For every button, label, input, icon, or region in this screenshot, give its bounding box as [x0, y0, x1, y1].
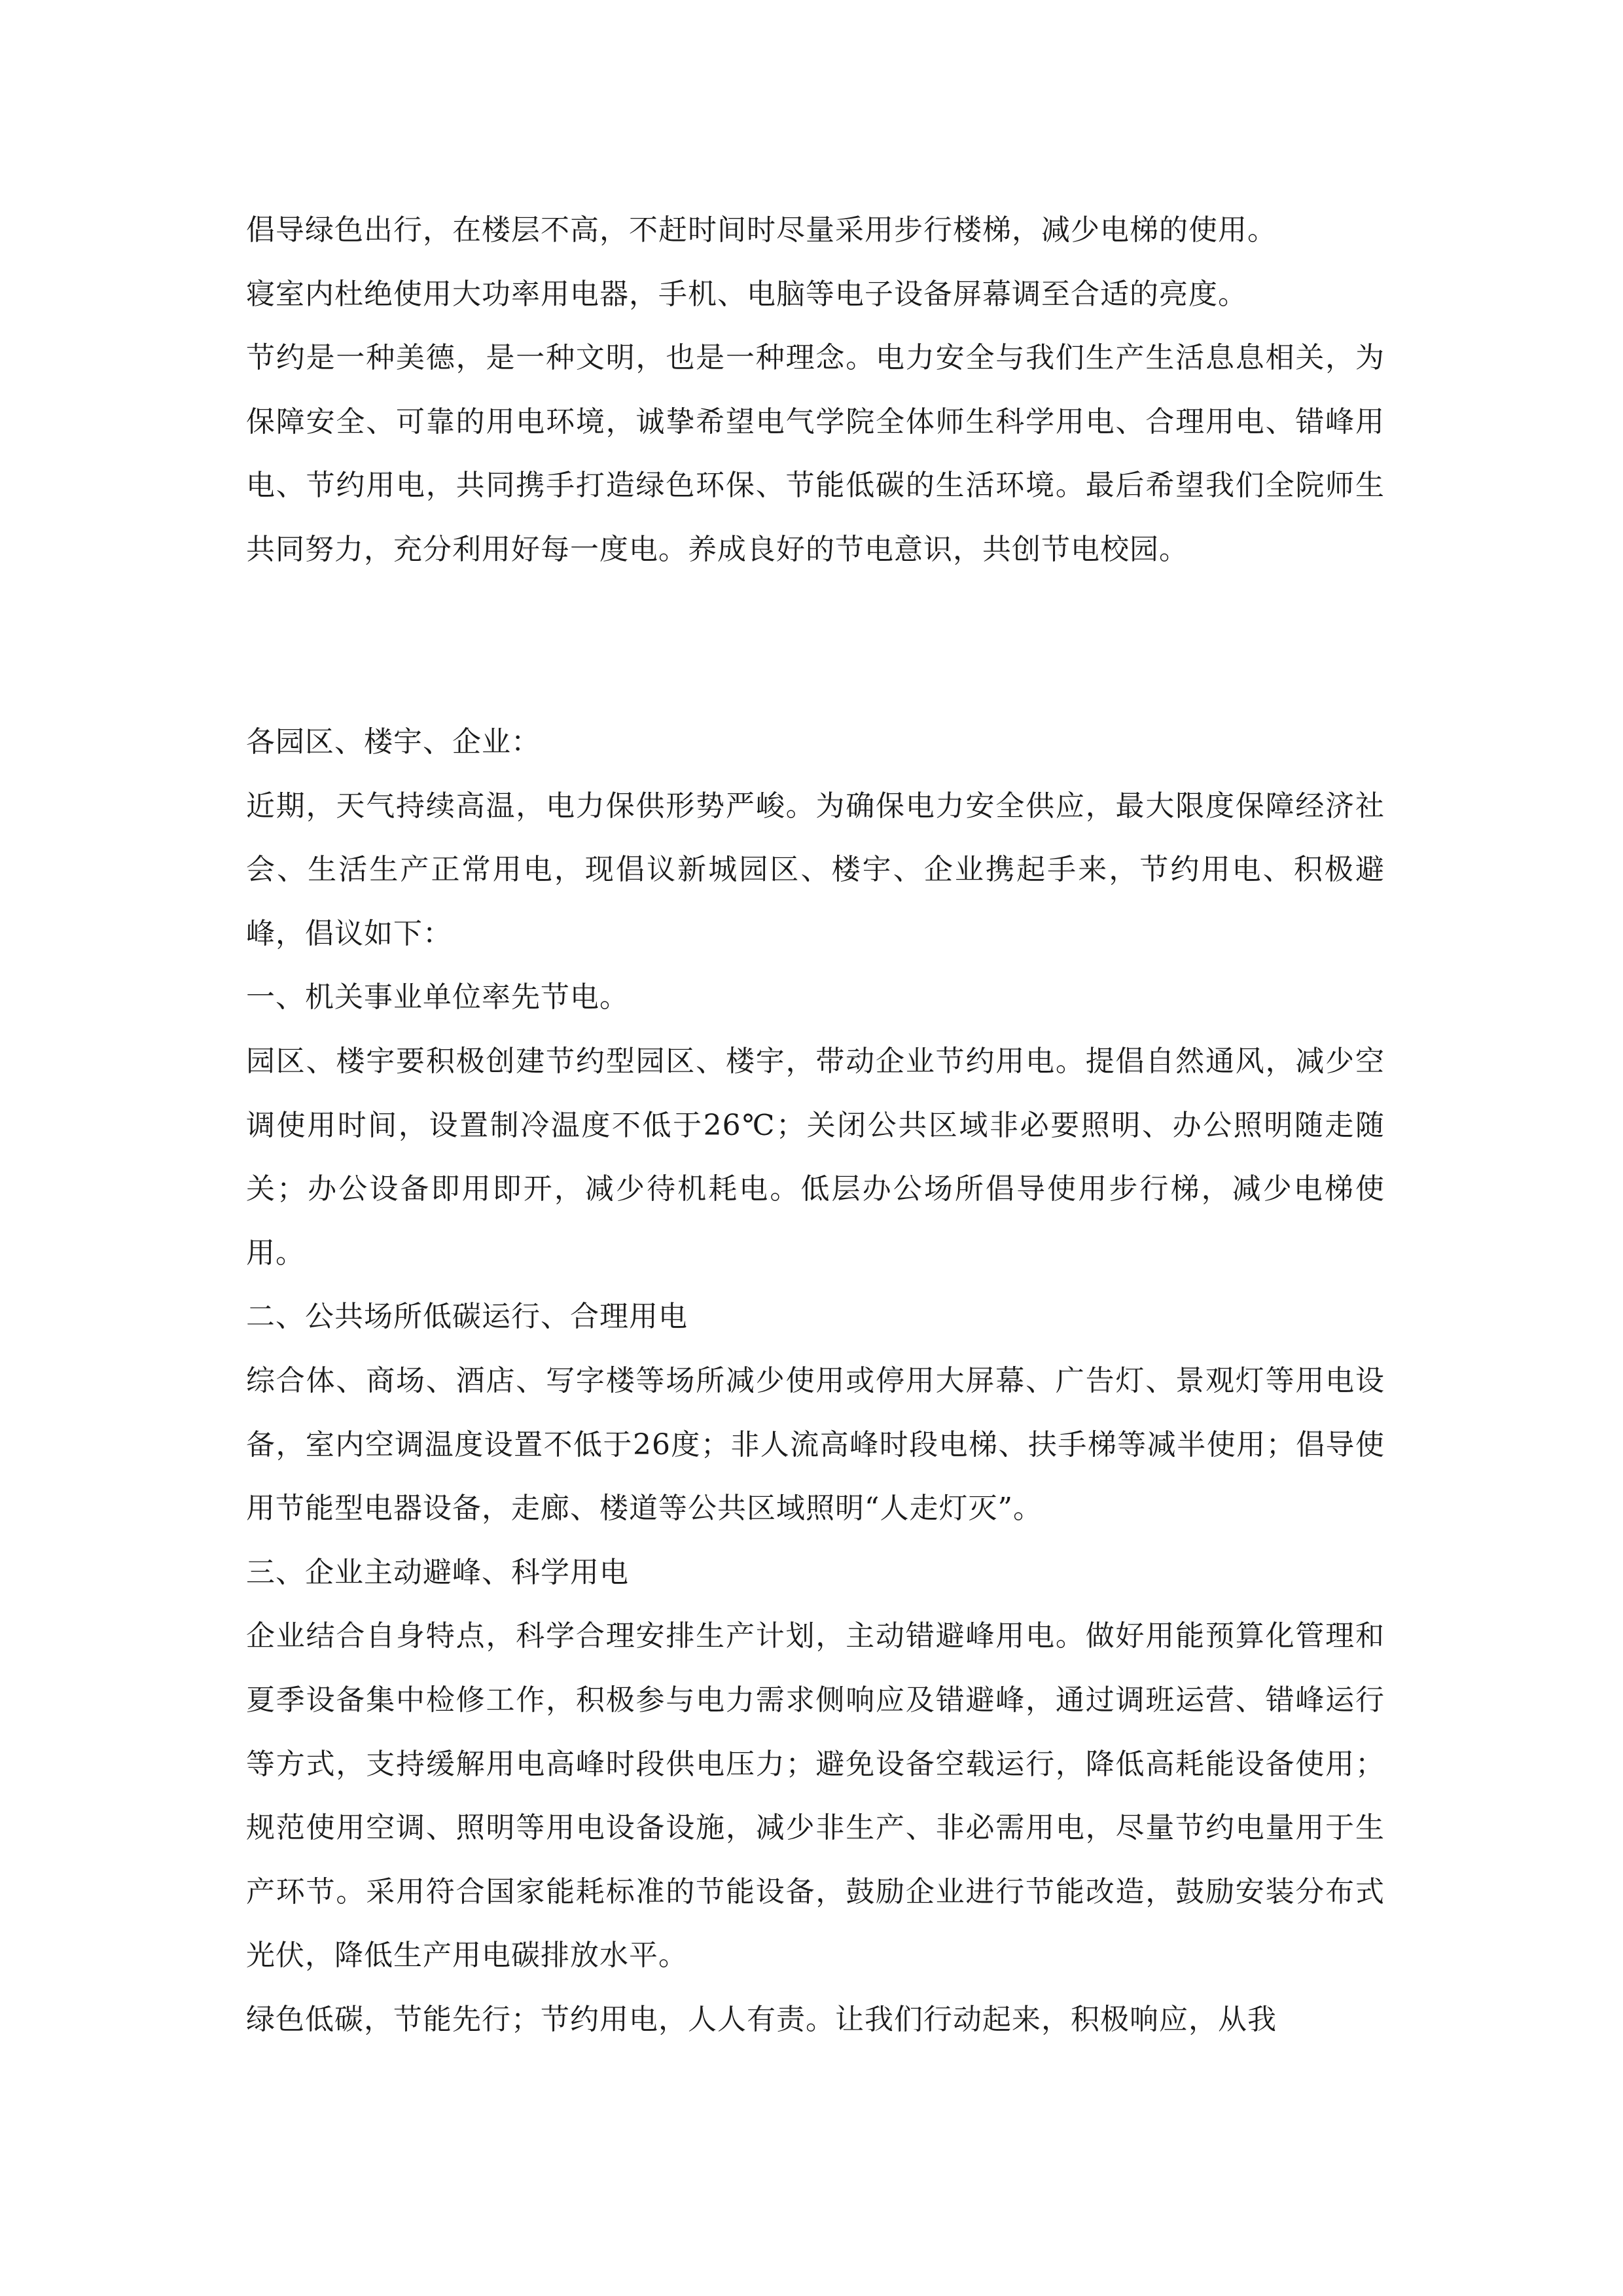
paragraph-closing: 绿色低碳，节能先行；节约用电，人人有责。让我们行动起来，积极响应，从我 — [246, 2002, 1277, 2036]
heading-item-1: 一、机关事业单位率先节电。 — [246, 980, 629, 1014]
heading-item-3: 三、企业主动避峰、科学用电 — [246, 1555, 629, 1589]
section-park-proposal — [246, 710, 1385, 2051]
paragraph-dorm-power: 寝室内杜绝使用大功率用电器，手机、电脑等电子设备屏幕调至合适的亮度。 — [246, 277, 1247, 311]
paragraph-intro: 近期，天气持续高温，电力保供形势严峻。为确保电力安全供应，最大限度保障经济社会、生活生产正常用电，现倡议新城园区、楼宇、企业携起手来，节约用电、积极避峰，倡议如下： — [246, 789, 1385, 950]
section-campus-appeal — [246, 198, 1385, 582]
paragraph-item-3: 企业结合自身特点，科学合理安排生产计划，主动错避峰用电。做好用能预算化管理和夏季设备集中检修工作，积极参与电力需求侧响应及错避峰，通过调班运营、错峰运行等方式，支持缓解用电高峰时段供电压力；避免设备空载运行，降低高耗能设备使用；规范使用空调、照明等用电设备设施，减少非生产、非必需用电，尽量节约电量用于生产环节。采用符合国家能耗标准的节能设备，鼓励企业进行节能改造，鼓励安装分布式光伏，降低生产用电碳排放水平。 — [246, 1619, 1385, 1973]
salutation: 各园区、楼宇、企业： — [246, 725, 541, 759]
paragraph-item-2: 综合体、商场、酒店、写字楼等场所减少使用或停用大屏幕、广告灯、景观灯等用电设备，室内空调温度设置不低于26度；非人流高峰时段电梯、扶手梯等减半使用；倡导使用节能型电器设备，走廊、楼道等公共区域照明“人走灯灭”。 — [246, 1363, 1385, 1526]
paragraph-item-1: 园区、楼宇要积极创建节约型园区、楼宇，带动企业节约用电。提倡自然通风，减少空调使用时间，设置制冷温度不低于26℃；关闭公共区域非必要照明、办公照明随走随关；办公设备即用即开，减少待机耗电。低层办公场所倡导使用步行梯，减少电梯使用。 — [246, 1044, 1385, 1270]
heading-item-2: 二、公共场所低碳运行、合理用电 — [246, 1300, 688, 1334]
paragraph-green-travel: 倡导绿色出行，在楼层不高，不赶时间时尽量采用步行楼梯，减少电梯的使用。 — [246, 213, 1277, 247]
paragraph-saving-virtue: 节约是一种美德，是一种文明，也是一种理念。电力安全与我们生产生活息息相关，为保障安全、可靠的用电环境，诚挚希望电气学院全体师生科学用电、合理用电、错峰用电、节约用电，共同携手打造绿色环保、节能低碳的生活环境。最后希望我们全院师生共同努力，充分利用好每一度电。养成良好的节电意识，共创节电校园。 — [246, 341, 1385, 566]
